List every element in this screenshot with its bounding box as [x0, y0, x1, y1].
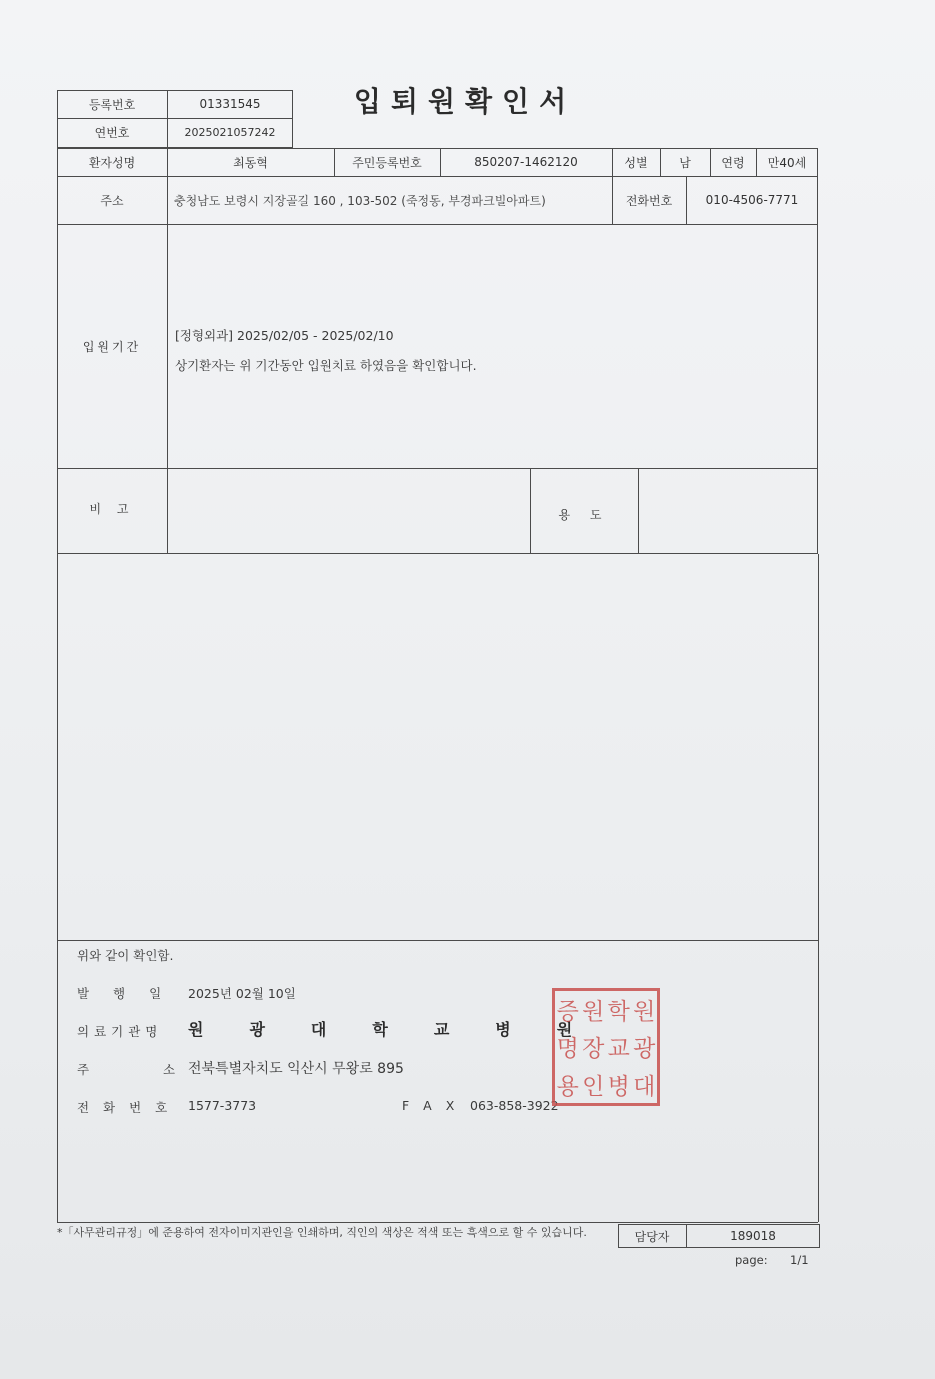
serial-no-label: 연번호	[94, 125, 130, 140]
seal-character: 대	[633, 1073, 656, 1100]
seal-character: 용	[556, 1073, 579, 1100]
seal-character: 광	[633, 1036, 656, 1063]
footer-address-label: 주 소	[77, 1062, 176, 1077]
seal-character: 인	[582, 1073, 605, 1100]
seal-character: 학	[607, 999, 630, 1026]
fax-label: F A X	[402, 1098, 455, 1113]
seal-character: 증	[556, 999, 579, 1026]
phone-value: 010-4506-7771	[705, 193, 799, 207]
address-label: 주소	[100, 193, 124, 208]
confirm-line: 상기환자는 위 기간동안 입원치료 하였음을 확인합니다.	[175, 358, 477, 373]
institution-name: 원광대학교병원	[188, 1020, 619, 1039]
divider	[57, 940, 818, 941]
seal-character: 병	[607, 1073, 630, 1100]
institution-label: 의료기관명	[77, 1024, 163, 1039]
divider	[57, 224, 818, 225]
patient-name-label: 환자성명	[88, 155, 136, 170]
seal-character: 원	[582, 999, 605, 1026]
manager-label: 담당자	[634, 1229, 670, 1244]
tel-value: 1577-3773	[188, 1098, 257, 1113]
seal-character: 장	[582, 1036, 605, 1063]
remarks-label: 비 고	[89, 501, 135, 516]
remarks-value	[175, 468, 525, 554]
official-seal-stamp	[552, 988, 660, 1106]
seal-character: 명	[556, 1036, 579, 1063]
patient-name-value: 최동혁	[233, 155, 268, 170]
purpose-value	[644, 468, 814, 554]
phone-label: 전화번호	[625, 193, 673, 208]
age-value: 만40세	[767, 155, 807, 170]
issue-date-label: 발 행 일	[77, 986, 172, 1001]
sex-value: 남	[679, 155, 691, 170]
serial-no-value: 2025021057242	[184, 125, 276, 139]
issue-date-value: 2025년 02월 10일	[188, 986, 296, 1001]
footer-confirm: 위와 같이 확인함.	[77, 948, 174, 963]
manager-number: 189018	[730, 1229, 776, 1243]
reg-no-label: 등록번호	[88, 97, 136, 112]
divider	[57, 554, 58, 1222]
reg-no-value: 01331545	[199, 97, 261, 111]
seal-character: 교	[607, 1036, 630, 1063]
tel-label: 전 화 번 호	[77, 1100, 168, 1115]
divider	[167, 148, 168, 554]
footer-address-value: 전북특별자치도 익산시 무왕로 895	[188, 1061, 404, 1077]
purpose-label: 용 도	[558, 507, 610, 522]
resident-no-value: 850207-1462120	[474, 155, 578, 169]
address-value: 충청남도 보령시 지장골길 160 , 103-502 (죽정동, 부경파크빌아파트)	[174, 193, 546, 208]
divider	[818, 554, 819, 1222]
divider	[57, 1222, 818, 1223]
footer-notice: *「사무관리규정」에 준용하여 전자이미지관인을 인쇄하며, 직인의 색상은 적색 또는 흑색으로 할 수 있습니다.	[57, 1226, 587, 1239]
divider	[638, 468, 639, 554]
sex-label: 성별	[624, 155, 648, 170]
age-label: 연령	[721, 155, 745, 170]
page-number: 1/1	[790, 1253, 809, 1267]
period-line: [정형외과] 2025/02/05 - 2025/02/10	[175, 328, 394, 343]
document-title: 입퇴원확인서	[353, 85, 577, 118]
seal-character: 원	[633, 999, 656, 1026]
resident-no-label: 주민등록번호	[352, 155, 422, 170]
page-label: page:	[735, 1253, 768, 1267]
period-label: 입원기간	[82, 339, 142, 354]
fax-value: 063-858-3922	[470, 1098, 559, 1113]
